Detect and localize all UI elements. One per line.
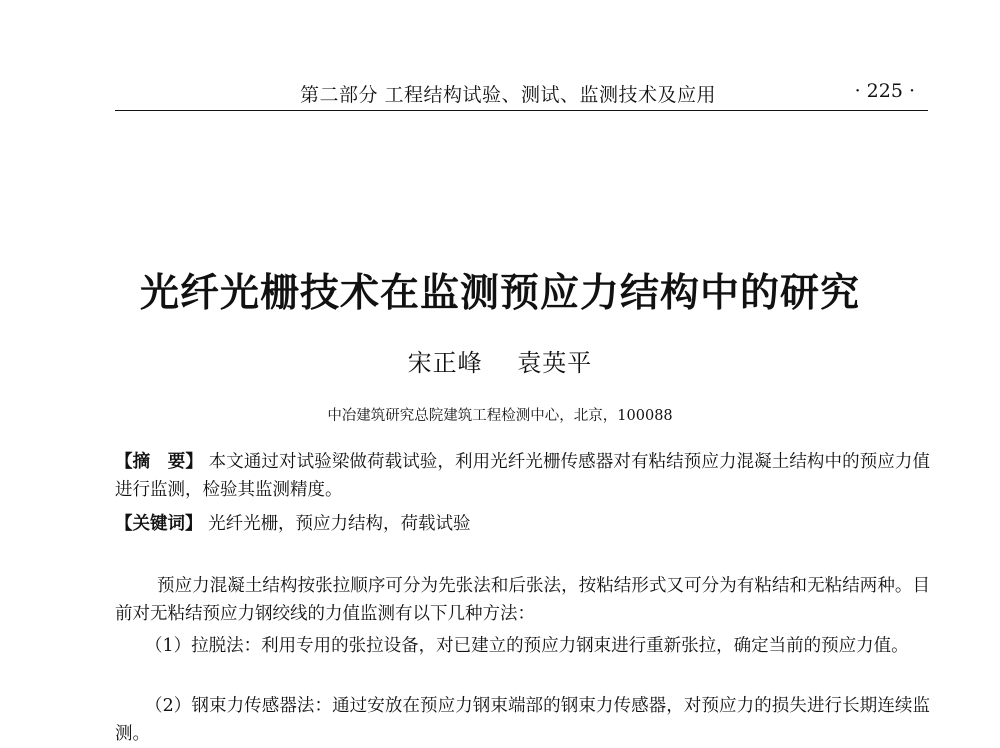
body-paragraph-2: （1）拉脱法：利用专用的张拉设备，对已建立的预应力钢束进行重新张拉，确定当前的预应力值。 <box>145 636 909 656</box>
paper-title: 光纤光栅技术在监测预应力结构中的研究 <box>139 270 860 316</box>
body-paragraph-1: 预应力混凝土结构按张拉顺序可分为先张法和后张法，按粘结形式又可分为有粘结和无粘结两种。目前对无粘结预应力钢绞线的力值监测有以下几种方法： <box>115 576 930 624</box>
page-number: · 225 · <box>854 80 915 102</box>
body-paragraph-3: （2）钢束力传感器法：通过安放在预应力钢束端部的钢束力传感器，对预应力的损失进行长期连续监测。 <box>115 696 930 744</box>
authors: 宋正峰 袁英平 <box>407 349 593 377</box>
abstract-text: 本文通过对试验梁做荷载试验，利用光纤光栅传感器对有粘结预应力混凝土结构中的预应力值进行监测，检验其监测精度。 <box>115 452 930 500</box>
affiliation: 中冶建筑研究总院建筑工程检测中心，北京，100088 <box>327 408 673 424</box>
running-header: 第二部分 工程结构试验、测试、监测技术及应用 <box>300 84 717 106</box>
abstract-label: 【摘 要】 <box>115 452 203 472</box>
abstract <box>115 448 930 504</box>
keywords <box>115 510 930 538</box>
header-rule <box>115 110 928 111</box>
keywords-label: 【关键词】 <box>115 514 203 534</box>
keywords-text: 光纤光栅，预应力结构，荷载试验 <box>202 514 471 534</box>
